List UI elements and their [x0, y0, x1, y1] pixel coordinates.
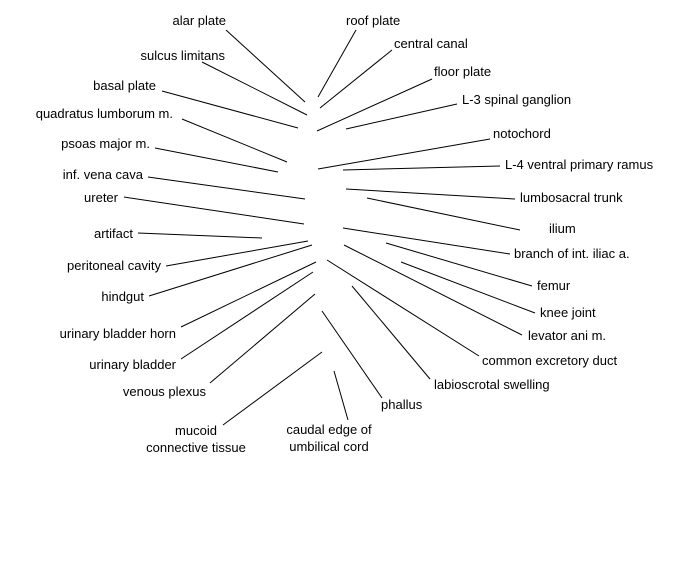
leader-knee-joint	[401, 262, 535, 313]
leader-floor-plate	[317, 79, 432, 131]
label-basal-plate: basal plate	[93, 78, 156, 93]
leader-phallus	[322, 311, 382, 398]
label-lumbosacral-trunk: lumbosacral trunk	[520, 190, 623, 205]
label-floor-plate: floor plate	[434, 64, 492, 79]
label-l3-spinal-ganglion: L-3 spinal ganglion	[462, 92, 572, 107]
label-alar-plate: alar plate	[172, 13, 226, 28]
label-peritoneal-cavity: peritoneal cavity	[67, 258, 161, 273]
label-quadratus-lumborum: quadratus lumborum m.	[35, 106, 173, 121]
label-inf-vena-cava: inf. vena cava	[62, 167, 143, 182]
leader-basal-plate	[162, 91, 298, 128]
label-ilium: ilium	[549, 221, 576, 236]
leader-roof-plate	[318, 30, 356, 97]
leader-central-canal	[320, 50, 392, 108]
label-urinary-bladder: urinary bladder	[89, 357, 176, 372]
label-l4-ventral-primary-ramus: L-4 ventral primary ramus	[505, 157, 654, 172]
leader-alar-plate	[226, 30, 305, 102]
leader-ilium	[367, 198, 520, 230]
leader-peritoneal-cavity	[166, 241, 308, 266]
label-phallus: phallus	[381, 397, 423, 412]
label-central-canal: central canal	[394, 36, 468, 51]
label-mucoid-line1: mucoid	[175, 423, 217, 438]
label-artifact: artifact	[93, 226, 133, 241]
label-venous-plexus: venous plexus	[122, 384, 206, 399]
leader-venous-plexus	[210, 294, 315, 383]
leader-urinary-bladder	[181, 272, 313, 359]
label-urinary-bladder-horn: urinary bladder horn	[59, 326, 176, 341]
leader-urinary-bladder-horn	[181, 262, 316, 327]
leader-artifact	[138, 233, 262, 238]
leader-quadratus-lumborum	[182, 119, 287, 162]
label-psoas-major: psoas major m.	[61, 136, 150, 151]
label-hindgut: hindgut	[101, 289, 144, 304]
label-ureter: ureter	[84, 190, 118, 205]
label-levator-ani: levator ani m.	[528, 328, 607, 343]
label-roof-plate: roof plate	[346, 13, 401, 28]
label-notochord: notochord	[493, 126, 551, 141]
label-mucoid-line2: connective tissue	[146, 440, 246, 455]
label-femur: femur	[537, 278, 571, 293]
leader-inf-vena-cava	[148, 177, 305, 199]
leader-lumbosacral-trunk	[346, 189, 515, 199]
label-branch-int-iliac: branch of int. iliac a.	[514, 246, 630, 261]
label-labioscrotal-swelling: labioscrotal swelling	[434, 377, 550, 392]
label-common-excretory-duct: common excretory duct	[482, 353, 618, 368]
label-umbilical-line1: caudal edge of	[286, 422, 372, 437]
leader-l4-ventral-primary-ramus	[343, 166, 500, 170]
leader-l3-spinal-ganglion	[346, 104, 457, 129]
label-knee-joint: knee joint	[540, 305, 596, 320]
label-sulcus-limitans: sulcus limitans	[140, 48, 225, 63]
leader-notochord	[318, 139, 490, 169]
leader-ureter	[124, 197, 304, 224]
leader-mucoid-connective-tissue	[223, 352, 322, 425]
leader-branch-int-iliac	[343, 228, 510, 254]
leader-caudal-edge-umbilical-cord	[334, 371, 348, 420]
leader-levator-ani	[344, 245, 522, 335]
leader-sulcus-limitans	[202, 62, 307, 115]
leader-psoas-major	[155, 148, 278, 172]
label-umbilical-line2: umbilical cord	[289, 439, 369, 454]
